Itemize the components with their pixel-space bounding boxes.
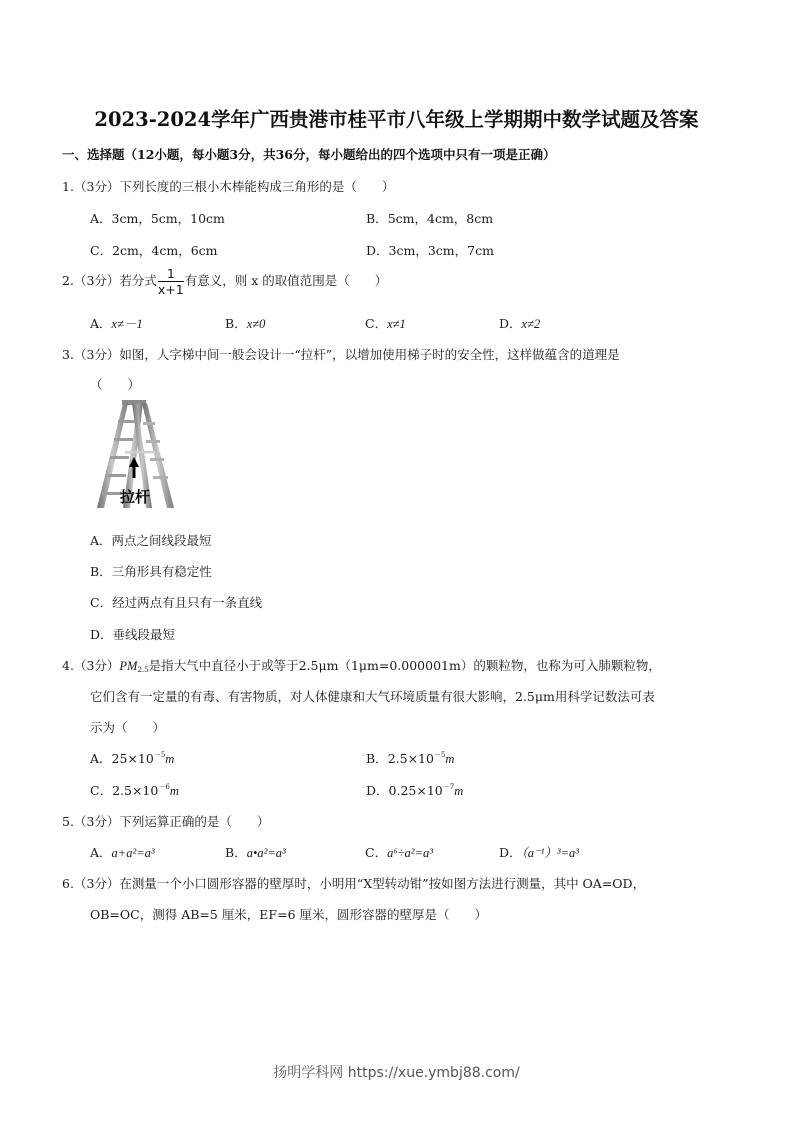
question-5-option-d	[499, 843, 579, 861]
footer-watermark: 扬明学科网 https://xue.ymbj88.com/	[273, 1065, 520, 1081]
option-text: 2cm，4cm，6cm	[112, 243, 218, 258]
option-unit: m	[169, 784, 179, 798]
question-score: （3分）	[73, 347, 120, 362]
question-4-option-b	[366, 749, 454, 767]
option-label: D．	[499, 845, 522, 860]
question-2-option-b	[225, 314, 265, 332]
ladder-figure	[90, 398, 180, 510]
question-2-stem	[62, 266, 387, 297]
question-3-option-a	[90, 531, 212, 549]
option-exponent: －7	[442, 783, 455, 791]
option-label: C．	[365, 845, 388, 860]
option-label: C．	[90, 595, 113, 610]
option-text: a⁶÷a²=a³	[387, 846, 433, 860]
option-label: A．	[90, 751, 112, 766]
option-label: A．	[90, 316, 112, 331]
question-6-stem-line1	[62, 874, 645, 892]
question-score: （3分）	[73, 876, 120, 891]
option-label: C．	[90, 243, 113, 258]
option-label: C．	[365, 316, 388, 331]
question-score: （3分）	[73, 814, 120, 829]
question-number: 1.	[62, 179, 74, 194]
option-label: B．	[366, 751, 388, 766]
option-label: A．	[90, 845, 112, 860]
question-5-stem	[62, 812, 269, 830]
option-unit: m	[165, 752, 175, 766]
option-label: A．	[90, 533, 112, 548]
question-text: 若分式	[119, 273, 157, 288]
option-exponent: －5	[433, 751, 446, 759]
question-3-stem-line1	[62, 345, 620, 363]
option-label: B．	[225, 845, 247, 860]
option-text: a+a²=a³	[111, 846, 155, 860]
document-title: 2023-2024学年广西贵港市桂平市八年级上学期期中数学试题及答案	[94, 108, 699, 131]
question-text: 有意义，则 x 的取值范围是（ ）	[184, 273, 388, 288]
option-text: x≠1	[387, 317, 406, 331]
question-4-stem-line2: 它们含有一定量的有毒、有害物质，对人体健康和大气环境质量有很大影响，2.5μm用科学记数法可表	[90, 689, 655, 704]
question-score: （3分）	[73, 273, 120, 288]
question-3-stem-line2: （ ）	[90, 377, 141, 392]
option-exponent: －6	[158, 783, 170, 791]
question-text: 下列长度的三根小木棒能构成三角形的是（ ）	[119, 179, 395, 194]
question-4-option-c	[90, 781, 179, 799]
option-unit: m	[454, 784, 464, 798]
option-label: D．	[366, 783, 389, 798]
option-text: x≠2	[521, 317, 541, 331]
fraction	[158, 266, 184, 297]
section-heading: 一、选择题（12小题，每小题3分，共36分，每小题给出的四个选项中只有一项是正确）	[62, 147, 556, 162]
question-5-option-b	[225, 843, 286, 861]
option-coefficient: 2.5×10	[112, 783, 159, 798]
option-unit: m	[445, 752, 455, 766]
pm-subscript: 2.5	[137, 666, 149, 674]
question-2-option-c	[365, 314, 406, 332]
question-number: 3.	[62, 347, 74, 362]
question-1-option-d	[366, 241, 494, 259]
question-number: 6.	[62, 876, 74, 891]
option-text: a•a²=a³	[246, 846, 286, 860]
question-number: 4.	[62, 658, 74, 673]
question-4-stem-line1	[62, 656, 661, 674]
question-5-option-a	[90, 843, 155, 861]
question-number: 2.	[62, 273, 74, 288]
question-6-stem-line2: OB=OC，测得 AB=5 厘米，EF=6 厘米，圆形容器的壁厚是（ ）	[90, 907, 488, 922]
option-coefficient: 25×10	[111, 751, 154, 766]
question-score: （3分）	[73, 658, 120, 673]
option-coefficient: 0.25×10	[388, 783, 443, 798]
option-coefficient: 2.5×10	[387, 751, 434, 766]
question-score: （3分）	[73, 179, 120, 194]
pull-rod-label: 拉杆	[119, 488, 151, 506]
question-4-option-d	[366, 781, 463, 799]
option-text: 3cm，5cm，10cm	[111, 211, 225, 226]
question-text: 如图，人字梯中间一般会设计一“拉杆”，以增加使用梯子时的安全性，这样做蕴含的道理是	[119, 347, 620, 362]
option-text: 垂线段最短	[112, 627, 176, 642]
option-text: 三角形具有稳定性	[111, 564, 212, 579]
question-2-option-a	[90, 314, 143, 332]
option-text: （a⁻¹）³=a³	[521, 846, 580, 860]
option-text: 5cm，4cm，8cm	[387, 211, 494, 226]
option-label: B．	[90, 564, 112, 579]
option-text: 经过两点有且只有一条直线	[112, 595, 263, 610]
question-3-option-d	[90, 625, 175, 643]
question-1-option-a	[90, 209, 225, 227]
question-1-option-c	[90, 241, 218, 259]
question-number: 5.	[62, 814, 74, 829]
question-5-option-c	[365, 843, 433, 861]
option-text: 两点之间线段最短	[111, 533, 212, 548]
question-4-stem-line3: 示为（ ）	[90, 720, 166, 735]
option-label: C．	[90, 783, 113, 798]
question-4-option-a	[90, 749, 174, 767]
question-3-option-c	[90, 593, 262, 611]
question-3-option-b	[90, 562, 212, 580]
question-1-stem	[62, 177, 394, 195]
option-label: D．	[366, 243, 389, 258]
question-text: 是指大气中直径小于或等于2.5μm（1μm=0.000001m）的颗粒物，也称为可入肺颗粒物，	[148, 658, 661, 673]
option-label: B．	[225, 316, 247, 331]
fraction-denominator: x+1	[157, 282, 184, 297]
option-label: A．	[90, 211, 112, 226]
option-text: x≠－1	[111, 317, 143, 331]
question-text: 下列运算正确的是（ ）	[119, 814, 270, 829]
option-label: D．	[90, 627, 113, 642]
question-2-option-d	[499, 314, 540, 332]
option-label: D．	[499, 316, 522, 331]
option-text: 3cm，3cm，7cm	[388, 243, 494, 258]
question-1-option-b	[366, 209, 493, 227]
fraction-numerator: 1	[158, 266, 184, 282]
pm-term: PM	[119, 659, 138, 673]
option-text: x≠0	[246, 317, 266, 331]
question-text: 在测量一个小口圆形容器的壁厚时，小明用“X型转动钳”按如图方法进行测量，其中 OA=OD，	[119, 876, 646, 891]
option-exponent: －5	[153, 751, 166, 759]
option-label: B．	[366, 211, 388, 226]
